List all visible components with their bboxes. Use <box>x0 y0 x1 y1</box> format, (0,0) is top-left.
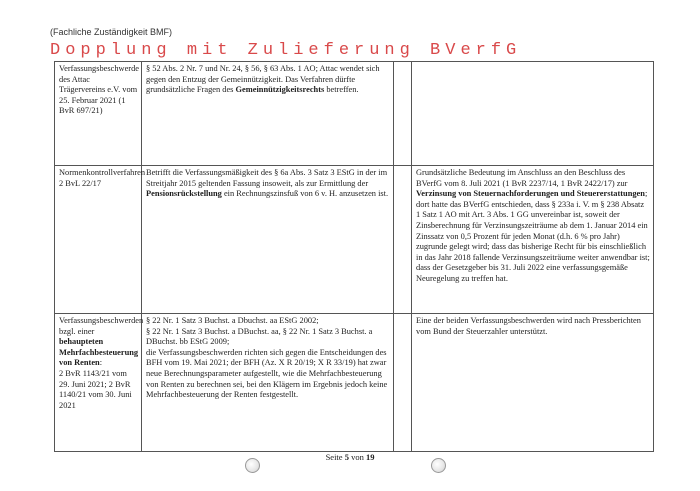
footer-prefix: Seite <box>325 452 345 462</box>
cell-procedure: Verfassungsbeschwerde des Attac Trägervereins e.V. vom 25. Februar 2021 (1 BvR 697/21) <box>55 62 142 166</box>
table-row <box>55 62 654 166</box>
cell-empty <box>394 314 412 452</box>
duplicate-stamp: Dopplung mit Zulieferung BVerfG <box>50 41 522 60</box>
proceedings-table <box>54 61 654 452</box>
cell-subject: § 22 Nr. 1 Satz 3 Buchst. a Dbuchst. aa EStG 2002; § 22 Nr. 1 Satz 3 Buchst. a DBuchst. aa, § 22 Nr. 1 Satz 3 Buchst. a DBuchst. bb EStG 2009; die Verfassungsbeschwerden richten sich gegen die Entscheidungen des BFH vom 19. Mai 2021; der BFH (Az. X R 20/19; X R 33/19) hat zwar neue Berechnungsparameter aufgestellt, wie die Mehrfachbesteuerung von Renten zu berechnen sei, bei den Klägern im Ergebnis jedoch keine Mehrfachbesteuerung der Renten festgestellt. <box>142 314 394 452</box>
page-footer <box>0 452 700 462</box>
cell-subject: Betrifft die Verfassungsmäßigkeit des § 6a Abs. 3 Satz 3 EStG in der im Streitjahr 2015 geltenden Fassung insoweit, als zur Ermittlung der Pensionsrückstellung ein Rechnungszinsfuß von 6 v. H. anzusetzen ist. <box>142 166 394 314</box>
cell-remarks <box>412 62 654 166</box>
punch-hole-icon <box>245 458 260 473</box>
punch-hole-icon <box>431 458 446 473</box>
responsibility-note: (Fachliche Zuständigkeit BMF) <box>50 27 173 37</box>
cell-procedure: Normenkontrollverfahren 2 BvL 22/17 <box>55 166 142 314</box>
cell-empty <box>394 166 412 314</box>
cell-subject: § 52 Abs. 2 Nr. 7 und Nr. 24, § 56, § 63 Abs. 1 AO; Attac wendet sich gegen den Entzug der Gemeinnützigkeit. Das Verfahren dürfte grundsätzliche Fragen des Gemeinnützigkeitsrechts betreffen. <box>142 62 394 166</box>
page-number: 5 <box>344 452 349 462</box>
cell-remarks: Eine der beiden Verfassungsbeschwerden wird nach Pressberichten vom Bund der Steuerzahler unterstützt. <box>412 314 654 452</box>
footer-mid: von <box>348 452 366 462</box>
cell-procedure: Verfassungsbeschwerden bzgl. einer behaupteten Mehrfachbesteuerung von Renten: 2 BvR 1143/21 vom 29. Juni 2021; 2 BvR 1140/21 vom 30. Juni 2021 <box>55 314 142 452</box>
page-total: 19 <box>365 452 375 462</box>
cell-empty <box>394 62 412 166</box>
cell-remarks: Grundsätzliche Bedeutung im Anschluss an den Beschluss des BVerfG vom 8. Juli 2021 (1 BvR 2237/14, 1 BvR 2422/17) zur Verzinsung von Steuernachforderungen und Steuererstattungen; dort hatte das BVerfG entschieden, dass § 233a i. V. m § 238 Absatz 1 Satz 1 AO mit Art. 3 Abs. 1 GG unvereinbar ist, soweit der Zinsberechnung für Verzinsungszeiträume ab dem 1. Januar 2014 ein Zinssatz von 0,5 Prozent für jeden Monat (d.h. 6 % pro Jahr) zugrunde gelegt wird; dass das bisherige Recht für bis einschließlich in das Jahr 2018 fallende Verzinsungszeiträume weiter anwendbar ist; dass der Gesetzgeber bis 31. Juli 2022 eine verfassungsgemäße Neuregelung zu treffen hat. <box>412 166 654 314</box>
table-row <box>55 314 654 452</box>
table-row <box>55 166 654 314</box>
